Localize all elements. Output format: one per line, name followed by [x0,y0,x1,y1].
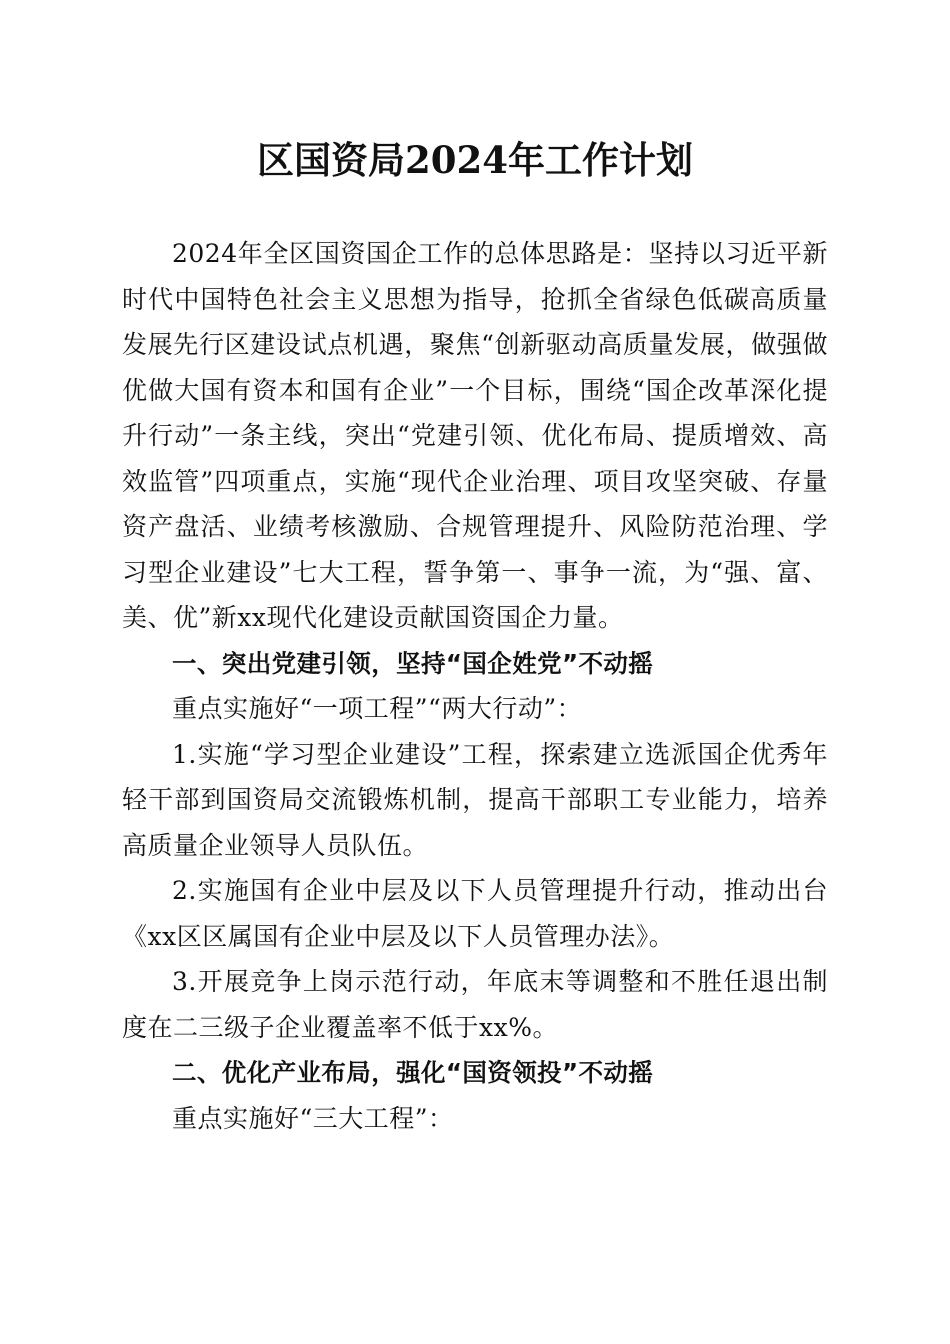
section-1-item: 3.开展竞争上岗示范行动，年底末等调整和不胜任退出制度在二三级子企业覆盖率不低于xx%。 [122,967,828,1042]
document-body [122,231,828,1141]
intro-paragraph: 2024年全区国资国企工作的总体思路是：坚持以习近平新时代中国特色社会主义思想为指导，抢抓全省绿色低碳高质量发展先行区建设试点机遇，聚焦“创新驱动高质量发展，做强做优做大国有资本和国有企业”一个目标，围绕“国企改革深化提升行动”一条主线，突出“党建引领、优化布局、提质增效、高效监管”四项重点，实施“现代企业治理、项目攻坚突破、存量资产盘活、业绩考核激励、合规管理提升、风险防范治理、学习型企业建设”七大工程，誓争第一、事争一流，为“强、富、美、优”新xx现代化建设贡献国资国企力量。 [122,239,828,632]
section-1-item: 1.实施“学习型企业建设”工程，探索建立选派国企优秀年轻干部到国资局交流锻炼机制，提高干部职工专业能力，培养高质量企业领导人员队伍。 [122,739,828,860]
section-2-heading: 二、优化产业布局，强化“国资领投”不动摇 [172,1058,654,1087]
document-title: 区国资局2024年工作计划 [257,138,693,182]
section-1-heading: 一、突出党建引领，坚持“国企姓党”不动摇 [172,648,654,678]
section-2-lead: 重点实施好“三大工程”： [172,1103,454,1133]
section-1-item: 2.实施国有企业中层及以下人员管理提升行动，推动出台《xx区区属国有企业中层及以下人员管理办法》。 [122,876,828,951]
section-1-lead: 重点实施好“一项工程”“两大行动”： [172,694,583,723]
